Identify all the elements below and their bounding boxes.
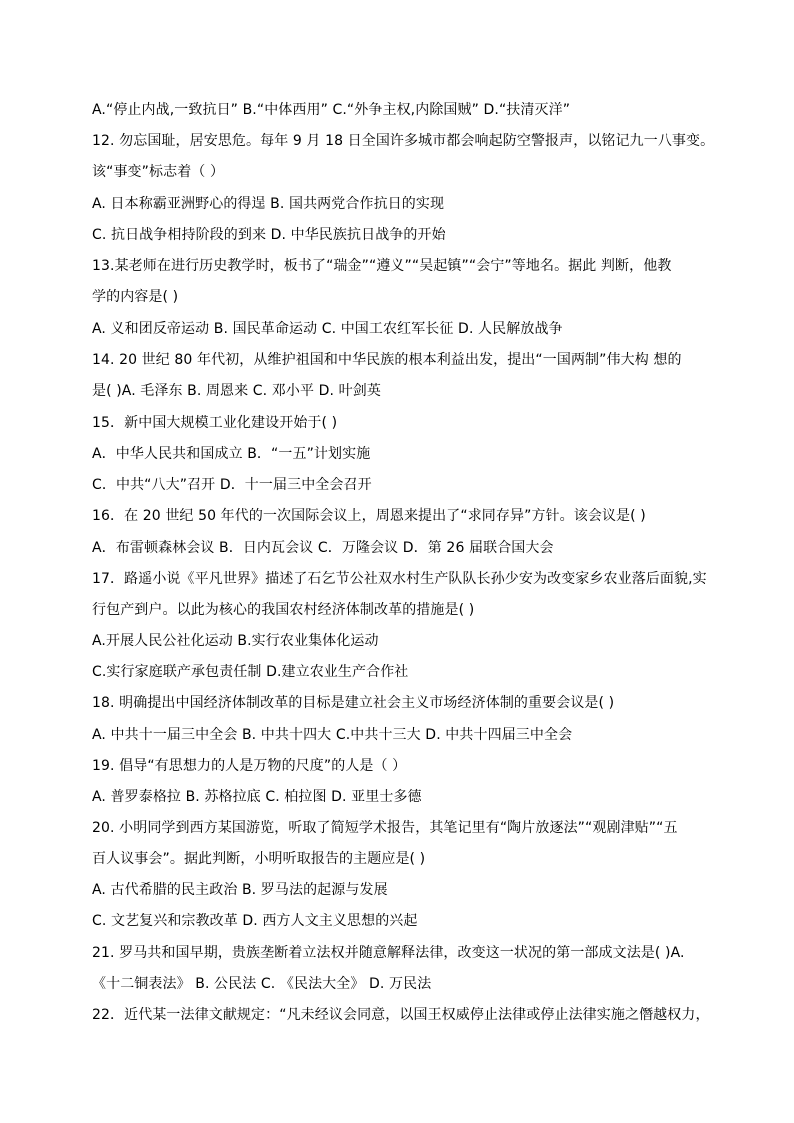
q18-options: A. 中共十一届三中全会 B. 中共十四大 C.中共十三大 D. 中共十四届三中全会 — [92, 727, 573, 743]
q17-options-cd: C.实行家庭联产承包责任制 D.建立农业生产合作社 — [92, 664, 409, 680]
q22-stem: 22．近代某一法律文献规定：“凡未经议会同意，以国王权威停止法律或停止法律实施之僭越权力， — [92, 1007, 710, 1023]
q14-stem-line-1: 14. 20 世纪 80 年代初，从维护祖国和中华民族的根本利益出发，提出“一国两制”伟大构 想的 — [92, 352, 682, 368]
q12-options-cd: C. 抗日战争相持阶段的到来 D. 中华民族抗日战争的开始 — [92, 227, 446, 243]
q13-stem-line-2: 学的内容是( ) — [92, 289, 179, 305]
q16-stem: 16．在 20 世纪 50 年代的一次国际会议上，周恩来提出了“求同存异”方针。该会议是( ) — [92, 508, 646, 524]
q21-stem: 21. 罗马共和国早期，贵族垄断着立法权并随意解释法律，改变这一状况的第一部成文法是( )A. — [92, 945, 685, 961]
q18-stem: 18. 明确提出中国经济体制改革的目标是建立社会主义市场经济体制的重要会议是( ) — [92, 695, 615, 711]
q13-options: A. 义和团反帝运动 B. 国民革命运动 C. 中国工农红军长征 D. 人民解放战争 — [92, 321, 563, 337]
q20-stem-line-2: 百人议事会”。据此判断，小明听取报告的主题应是( ) — [92, 851, 426, 867]
q17-stem-line-1: 17．路遥小说《平凡世界》描述了石乞节公社双水村生产队队长孙少安为改变家乡农业落后面貌,实 — [92, 571, 707, 587]
q15-stem: 15．新中国大规模工业化建设开始于( ) — [92, 415, 338, 431]
q14-stem-line-2: 是( )A. 毛泽东 B. 周恩来 C. 邓小平 D. 叶剑英 — [92, 383, 381, 399]
q16-options: A．布雷顿森林会议 B．日内瓦会议 C．万隆会议 D．第 26 届联合国大会 — [92, 540, 554, 556]
q11-options: A.“停止内战,一致抗日” B.“中体西用” C.“外争主权,内除国贼” D.“扶清灭洋” — [92, 102, 571, 118]
q12-stem-line-1: 12. 勿忘国耻，居安思危。每年 9 月 18 日全国许多城市都会响起防空警报声，以铭记九一八事变。 — [92, 133, 715, 149]
q21-options: 《十二铜表法》 B. 公民法 C. 《民法大全》 D. 万民法 — [92, 976, 432, 992]
q20-options-cd: C. 文艺复兴和宗教改革 D. 西方人文主义思想的兴起 — [92, 913, 418, 929]
q19-stem: 19. 倡导“有思想力的人是万物的尺度”的人是（ ） — [92, 758, 407, 774]
q17-stem-line-2: 行包产到户。以此为核心的我国农村经济体制改革的措施是( ) — [92, 602, 475, 618]
q20-stem-line-1: 20. 小明同学到西方某国游览，听取了简短学术报告，其笔记里有“陶片放逐法”“观剧津贴”“五 — [92, 820, 678, 836]
q15-options-ab: A．中华人民共和国成立 B．“一五”计划实施 — [92, 446, 371, 462]
q12-stem-line-2: 该“事变”标志着（ ） — [92, 164, 225, 180]
q13-stem-line-1: 13.某老师在进行历史教学时，板书了“瑞金”“遵义”“吴起镇”“会宁”等地名。据此 判断，他教 — [92, 258, 672, 274]
q17-options-ab: A.开展人民公社化运动 B.实行农业集体化运动 — [92, 633, 379, 649]
q12-options-ab: A. 日本称霸亚洲野心的得逞 B. 国共两党合作抗日的实现 — [92, 196, 445, 212]
q15-options-cd: C．中共“八大”召开 D．十一届三中全会召开 — [92, 477, 372, 493]
q19-options: A. 普罗泰格拉 B. 苏格拉底 C. 柏拉图 D. 亚里士多德 — [92, 789, 422, 805]
q20-options-ab: A. 古代希腊的民主政治 B. 罗马法的起源与发展 — [92, 882, 388, 898]
